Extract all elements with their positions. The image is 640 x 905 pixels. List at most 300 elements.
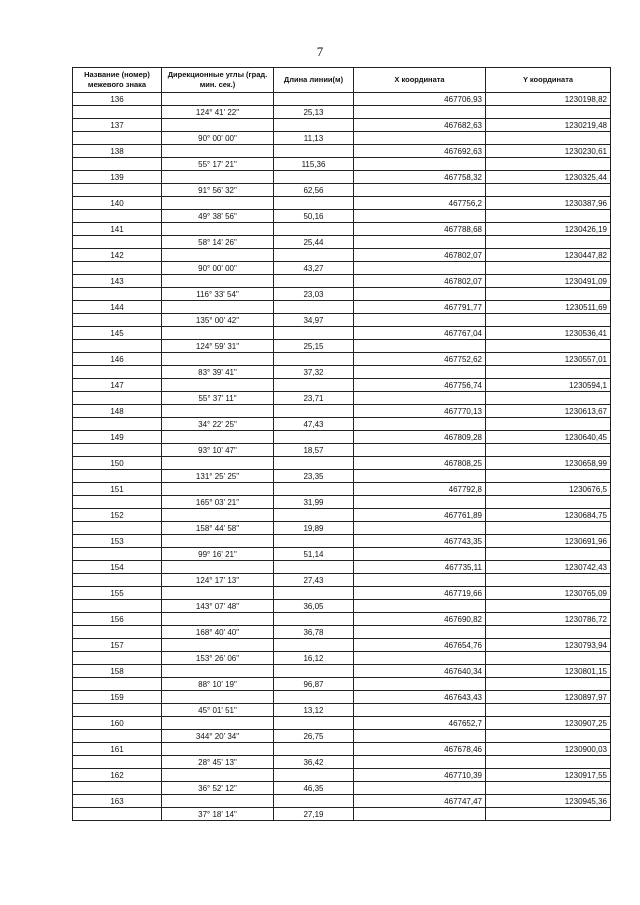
point-row — [73, 249, 611, 262]
empty-length-cell — [274, 353, 354, 366]
y-coordinate-cell: 1230557,01 — [486, 353, 611, 366]
line-length-cell: 19,89 — [274, 522, 354, 535]
point-row — [73, 197, 611, 210]
empty-name-cell — [73, 132, 162, 145]
empty-name-cell — [73, 262, 162, 275]
header-direction-angle: Дирекционные углы (град. мин. сек.) — [162, 68, 274, 93]
empty-y-cell — [486, 808, 611, 821]
empty-length-cell — [274, 145, 354, 158]
empty-angle-cell — [162, 743, 274, 756]
empty-angle-cell — [162, 665, 274, 678]
empty-name-cell — [73, 548, 162, 561]
segment-row — [73, 756, 611, 769]
empty-x-cell — [354, 392, 486, 405]
direction-angle-cell: 37° 18' 14" — [162, 808, 274, 821]
y-coordinate-cell: 1230594,1 — [486, 379, 611, 392]
x-coordinate-cell: 467747,47 — [354, 795, 486, 808]
empty-y-cell — [486, 418, 611, 431]
x-coordinate-cell: 467802,07 — [354, 275, 486, 288]
empty-y-cell — [486, 782, 611, 795]
point-name-cell: 142 — [73, 249, 162, 262]
point-name-cell: 161 — [73, 743, 162, 756]
point-row — [73, 743, 611, 756]
point-name-cell: 145 — [73, 327, 162, 340]
empty-x-cell — [354, 574, 486, 587]
empty-name-cell — [73, 288, 162, 301]
y-coordinate-cell: 1230917,55 — [486, 769, 611, 782]
segment-row — [73, 132, 611, 145]
x-coordinate-cell: 467809,28 — [354, 431, 486, 444]
point-name-cell: 156 — [73, 613, 162, 626]
line-length-cell: 43,27 — [274, 262, 354, 275]
y-coordinate-cell: 1230676,5 — [486, 483, 611, 496]
y-coordinate-cell: 1230511,69 — [486, 301, 611, 314]
empty-name-cell — [73, 678, 162, 691]
direction-angle-cell: 124° 59' 31" — [162, 340, 274, 353]
x-coordinate-cell: 467761,89 — [354, 509, 486, 522]
empty-name-cell — [73, 782, 162, 795]
point-name-cell: 160 — [73, 717, 162, 730]
direction-angle-cell: 58° 14' 26" — [162, 236, 274, 249]
empty-angle-cell — [162, 795, 274, 808]
direction-angle-cell: 165° 03' 21" — [162, 496, 274, 509]
empty-name-cell — [73, 184, 162, 197]
direction-angle-cell: 45° 01' 51" — [162, 704, 274, 717]
empty-x-cell — [354, 158, 486, 171]
direction-angle-cell: 168° 40' 40" — [162, 626, 274, 639]
direction-angle-cell: 124° 41' 22" — [162, 106, 274, 119]
empty-angle-cell — [162, 431, 274, 444]
direction-angle-cell: 153° 26' 06" — [162, 652, 274, 665]
direction-angle-cell: 99° 16' 21" — [162, 548, 274, 561]
x-coordinate-cell: 467758,32 — [354, 171, 486, 184]
table-body — [73, 93, 611, 821]
empty-y-cell — [486, 366, 611, 379]
direction-angle-cell: 49° 38' 56" — [162, 210, 274, 223]
empty-y-cell — [486, 496, 611, 509]
empty-length-cell — [274, 639, 354, 652]
line-length-cell: 25,44 — [274, 236, 354, 249]
line-length-cell: 25,13 — [274, 106, 354, 119]
empty-angle-cell — [162, 275, 274, 288]
y-coordinate-cell: 1230640,45 — [486, 431, 611, 444]
empty-angle-cell — [162, 613, 274, 626]
x-coordinate-cell: 467706,93 — [354, 93, 486, 106]
empty-name-cell — [73, 210, 162, 223]
segment-row — [73, 470, 611, 483]
empty-y-cell — [486, 340, 611, 353]
y-coordinate-cell: 1230907,25 — [486, 717, 611, 730]
point-name-cell: 158 — [73, 665, 162, 678]
y-coordinate-cell: 1230786,72 — [486, 613, 611, 626]
y-coordinate-cell: 1230325,44 — [486, 171, 611, 184]
empty-angle-cell — [162, 353, 274, 366]
header-y-coordinate: Y координата — [486, 68, 611, 93]
empty-x-cell — [354, 314, 486, 327]
segment-row — [73, 808, 611, 821]
direction-angle-cell: 344° 20' 34" — [162, 730, 274, 743]
y-coordinate-cell: 1230897,97 — [486, 691, 611, 704]
empty-length-cell — [274, 483, 354, 496]
x-coordinate-cell: 467788,68 — [354, 223, 486, 236]
line-length-cell: 36,05 — [274, 600, 354, 613]
y-coordinate-cell: 1230426,19 — [486, 223, 611, 236]
segment-row — [73, 522, 611, 535]
point-row — [73, 795, 611, 808]
empty-x-cell — [354, 808, 486, 821]
empty-name-cell — [73, 652, 162, 665]
empty-name-cell — [73, 444, 162, 457]
y-coordinate-cell: 1230447,82 — [486, 249, 611, 262]
point-row — [73, 327, 611, 340]
empty-y-cell — [486, 600, 611, 613]
y-coordinate-cell: 1230684,75 — [486, 509, 611, 522]
empty-y-cell — [486, 756, 611, 769]
y-coordinate-cell: 1230219,48 — [486, 119, 611, 132]
empty-y-cell — [486, 678, 611, 691]
empty-name-cell — [73, 600, 162, 613]
point-name-cell: 149 — [73, 431, 162, 444]
empty-name-cell — [73, 106, 162, 119]
x-coordinate-cell: 467808,25 — [354, 457, 486, 470]
point-row — [73, 535, 611, 548]
empty-angle-cell — [162, 301, 274, 314]
empty-angle-cell — [162, 197, 274, 210]
y-coordinate-cell: 1230491,09 — [486, 275, 611, 288]
x-coordinate-cell: 467692,63 — [354, 145, 486, 158]
empty-name-cell — [73, 574, 162, 587]
empty-y-cell — [486, 444, 611, 457]
empty-angle-cell — [162, 223, 274, 236]
empty-length-cell — [274, 613, 354, 626]
point-row — [73, 353, 611, 366]
x-coordinate-cell: 467719,66 — [354, 587, 486, 600]
point-row — [73, 613, 611, 626]
empty-angle-cell — [162, 691, 274, 704]
y-coordinate-cell: 1230536,41 — [486, 327, 611, 340]
line-length-cell: 51,14 — [274, 548, 354, 561]
y-coordinate-cell: 1230945,36 — [486, 795, 611, 808]
empty-angle-cell — [162, 249, 274, 262]
point-name-cell: 147 — [73, 379, 162, 392]
empty-y-cell — [486, 288, 611, 301]
segment-row — [73, 678, 611, 691]
empty-y-cell — [486, 704, 611, 717]
segment-row — [73, 444, 611, 457]
point-row — [73, 639, 611, 652]
y-coordinate-cell: 1230230,61 — [486, 145, 611, 158]
empty-length-cell — [274, 197, 354, 210]
empty-angle-cell — [162, 405, 274, 418]
line-length-cell: 23,35 — [274, 470, 354, 483]
line-length-cell: 11,13 — [274, 132, 354, 145]
y-coordinate-cell: 1230765,09 — [486, 587, 611, 600]
empty-length-cell — [274, 561, 354, 574]
x-coordinate-cell: 467802,07 — [354, 249, 486, 262]
empty-y-cell — [486, 106, 611, 119]
segment-row — [73, 158, 611, 171]
empty-x-cell — [354, 106, 486, 119]
empty-length-cell — [274, 717, 354, 730]
empty-x-cell — [354, 782, 486, 795]
y-coordinate-cell: 1230793,94 — [486, 639, 611, 652]
point-row — [73, 93, 611, 106]
table-header-row — [73, 68, 611, 93]
empty-y-cell — [486, 132, 611, 145]
point-row — [73, 223, 611, 236]
direction-angle-cell: 158° 44' 58" — [162, 522, 274, 535]
direction-angle-cell: 135° 00' 42" — [162, 314, 274, 327]
x-coordinate-cell: 467643,43 — [354, 691, 486, 704]
point-row — [73, 275, 611, 288]
empty-x-cell — [354, 756, 486, 769]
point-name-cell: 154 — [73, 561, 162, 574]
y-coordinate-cell: 1230613,67 — [486, 405, 611, 418]
y-coordinate-cell: 1230742,43 — [486, 561, 611, 574]
x-coordinate-cell: 467654,76 — [354, 639, 486, 652]
line-length-cell: 23,03 — [274, 288, 354, 301]
empty-y-cell — [486, 184, 611, 197]
empty-angle-cell — [162, 509, 274, 522]
direction-angle-cell: 93° 10' 47" — [162, 444, 274, 457]
point-name-cell: 146 — [73, 353, 162, 366]
empty-y-cell — [486, 626, 611, 639]
empty-name-cell — [73, 418, 162, 431]
point-name-cell: 143 — [73, 275, 162, 288]
segment-row — [73, 106, 611, 119]
boundary-coordinates-table — [72, 67, 611, 821]
segment-row — [73, 548, 611, 561]
y-coordinate-cell: 1230691,96 — [486, 535, 611, 548]
empty-x-cell — [354, 704, 486, 717]
x-coordinate-cell: 467756,74 — [354, 379, 486, 392]
line-length-cell: 46,35 — [274, 782, 354, 795]
point-row — [73, 483, 611, 496]
segment-row — [73, 366, 611, 379]
line-length-cell: 23,71 — [274, 392, 354, 405]
empty-length-cell — [274, 691, 354, 704]
line-length-cell: 31,99 — [274, 496, 354, 509]
direction-angle-cell: 90° 00' 00" — [162, 262, 274, 275]
line-length-cell: 27,43 — [274, 574, 354, 587]
segment-row — [73, 652, 611, 665]
empty-length-cell — [274, 509, 354, 522]
point-row — [73, 301, 611, 314]
empty-angle-cell — [162, 327, 274, 340]
header-x-coordinate: X координата — [354, 68, 486, 93]
segment-row — [73, 314, 611, 327]
empty-y-cell — [486, 314, 611, 327]
empty-y-cell — [486, 392, 611, 405]
point-name-cell: 140 — [73, 197, 162, 210]
empty-x-cell — [354, 418, 486, 431]
point-name-cell: 150 — [73, 457, 162, 470]
empty-y-cell — [486, 574, 611, 587]
point-row — [73, 769, 611, 782]
point-name-cell: 139 — [73, 171, 162, 184]
point-row — [73, 509, 611, 522]
empty-angle-cell — [162, 639, 274, 652]
point-row — [73, 171, 611, 184]
direction-angle-cell: 36° 52' 12" — [162, 782, 274, 795]
segment-row — [73, 600, 611, 613]
empty-x-cell — [354, 600, 486, 613]
empty-name-cell — [73, 626, 162, 639]
point-row — [73, 405, 611, 418]
empty-length-cell — [274, 405, 354, 418]
empty-x-cell — [354, 288, 486, 301]
empty-x-cell — [354, 730, 486, 743]
empty-name-cell — [73, 730, 162, 743]
page-number: 7 — [316, 44, 324, 59]
segment-row — [73, 340, 611, 353]
point-name-cell: 163 — [73, 795, 162, 808]
point-name-cell: 155 — [73, 587, 162, 600]
direction-angle-cell: 88° 10' 19" — [162, 678, 274, 691]
empty-y-cell — [486, 210, 611, 223]
point-name-cell: 136 — [73, 93, 162, 106]
segment-row — [73, 288, 611, 301]
point-row — [73, 665, 611, 678]
empty-x-cell — [354, 548, 486, 561]
empty-length-cell — [274, 249, 354, 262]
empty-y-cell — [486, 158, 611, 171]
empty-length-cell — [274, 327, 354, 340]
empty-angle-cell — [162, 717, 274, 730]
empty-name-cell — [73, 808, 162, 821]
x-coordinate-cell: 467735,11 — [354, 561, 486, 574]
empty-length-cell — [274, 301, 354, 314]
direction-angle-cell: 83° 39' 41" — [162, 366, 274, 379]
direction-angle-cell: 124° 17' 13" — [162, 574, 274, 587]
direction-angle-cell: 131° 25' 25" — [162, 470, 274, 483]
empty-length-cell — [274, 795, 354, 808]
x-coordinate-cell: 467752,62 — [354, 353, 486, 366]
x-coordinate-cell: 467690,82 — [354, 613, 486, 626]
x-coordinate-cell: 467678,46 — [354, 743, 486, 756]
empty-x-cell — [354, 496, 486, 509]
empty-length-cell — [274, 93, 354, 106]
segment-row — [73, 730, 611, 743]
empty-angle-cell — [162, 769, 274, 782]
segment-row — [73, 210, 611, 223]
empty-length-cell — [274, 535, 354, 548]
x-coordinate-cell: 467743,35 — [354, 535, 486, 548]
line-length-cell: 27,19 — [274, 808, 354, 821]
x-coordinate-cell: 467767,04 — [354, 327, 486, 340]
x-coordinate-cell: 467710,39 — [354, 769, 486, 782]
empty-angle-cell — [162, 171, 274, 184]
empty-angle-cell — [162, 119, 274, 132]
empty-name-cell — [73, 158, 162, 171]
empty-angle-cell — [162, 587, 274, 600]
header-line-length: Длина линии(м) — [274, 68, 354, 93]
empty-length-cell — [274, 769, 354, 782]
empty-y-cell — [486, 262, 611, 275]
empty-name-cell — [73, 366, 162, 379]
y-coordinate-cell: 1230198,82 — [486, 93, 611, 106]
segment-row — [73, 574, 611, 587]
empty-name-cell — [73, 392, 162, 405]
point-row — [73, 145, 611, 158]
segment-row — [73, 496, 611, 509]
point-name-cell: 148 — [73, 405, 162, 418]
point-row — [73, 717, 611, 730]
empty-x-cell — [354, 184, 486, 197]
empty-name-cell — [73, 704, 162, 717]
segment-row — [73, 392, 611, 405]
empty-length-cell — [274, 119, 354, 132]
direction-angle-cell: 55° 17' 21" — [162, 158, 274, 171]
empty-angle-cell — [162, 145, 274, 158]
point-row — [73, 457, 611, 470]
empty-name-cell — [73, 236, 162, 249]
empty-angle-cell — [162, 561, 274, 574]
empty-name-cell — [73, 496, 162, 509]
point-row — [73, 431, 611, 444]
direction-angle-cell: 28° 45' 13" — [162, 756, 274, 769]
empty-x-cell — [354, 444, 486, 457]
empty-name-cell — [73, 470, 162, 483]
line-length-cell: 36,42 — [274, 756, 354, 769]
empty-name-cell — [73, 340, 162, 353]
line-length-cell: 50,16 — [274, 210, 354, 223]
point-row — [73, 587, 611, 600]
line-length-cell: 13,12 — [274, 704, 354, 717]
segment-row — [73, 184, 611, 197]
x-coordinate-cell: 467770,13 — [354, 405, 486, 418]
point-row — [73, 561, 611, 574]
line-length-cell: 26,75 — [274, 730, 354, 743]
x-coordinate-cell: 467791,77 — [354, 301, 486, 314]
y-coordinate-cell: 1230900,03 — [486, 743, 611, 756]
x-coordinate-cell: 467640,34 — [354, 665, 486, 678]
empty-y-cell — [486, 470, 611, 483]
empty-y-cell — [486, 236, 611, 249]
segment-row — [73, 782, 611, 795]
direction-angle-cell: 90° 00' 00" — [162, 132, 274, 145]
empty-angle-cell — [162, 483, 274, 496]
line-length-cell: 47,43 — [274, 418, 354, 431]
point-name-cell: 138 — [73, 145, 162, 158]
empty-angle-cell — [162, 379, 274, 392]
empty-x-cell — [354, 210, 486, 223]
empty-angle-cell — [162, 457, 274, 470]
point-name-cell: 162 — [73, 769, 162, 782]
empty-x-cell — [354, 262, 486, 275]
empty-x-cell — [354, 470, 486, 483]
empty-x-cell — [354, 236, 486, 249]
empty-angle-cell — [162, 535, 274, 548]
line-length-cell: 16,12 — [274, 652, 354, 665]
empty-length-cell — [274, 743, 354, 756]
line-length-cell: 96,87 — [274, 678, 354, 691]
x-coordinate-cell: 467682,63 — [354, 119, 486, 132]
empty-x-cell — [354, 366, 486, 379]
empty-name-cell — [73, 522, 162, 535]
line-length-cell: 18,57 — [274, 444, 354, 457]
empty-y-cell — [486, 652, 611, 665]
empty-length-cell — [274, 379, 354, 392]
point-name-cell: 151 — [73, 483, 162, 496]
y-coordinate-cell: 1230387,96 — [486, 197, 611, 210]
point-name-cell: 137 — [73, 119, 162, 132]
header-point-name: Название (номер) межевого знака — [73, 68, 162, 93]
segment-row — [73, 418, 611, 431]
empty-length-cell — [274, 587, 354, 600]
point-name-cell: 157 — [73, 639, 162, 652]
empty-name-cell — [73, 314, 162, 327]
